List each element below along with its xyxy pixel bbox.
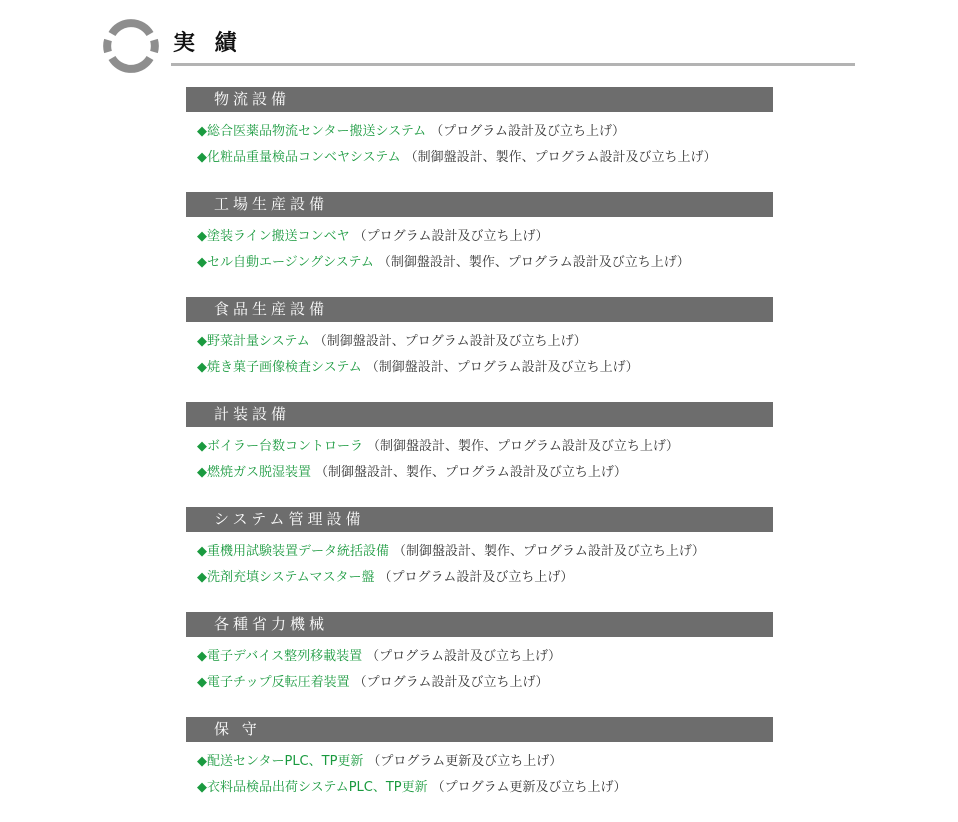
item-note: （プログラム設計及び立ち上げ） [353, 675, 549, 690]
item-name: ◆燃焼ガス脱湿装置 [197, 465, 311, 480]
list-item [197, 145, 774, 171]
section-header: 工場生産設備 [186, 192, 773, 217]
list-item [197, 250, 774, 276]
list-item [197, 749, 774, 775]
section-items [186, 427, 774, 486]
section-logistics [186, 87, 774, 192]
section-items [186, 637, 774, 696]
list-item [197, 539, 774, 565]
section-items [186, 322, 774, 381]
item-note: （プログラム更新及び立ち上げ） [367, 754, 563, 769]
item-note: （プログラム更新及び立ち上げ） [431, 780, 627, 795]
list-item [197, 670, 774, 696]
section-items [186, 112, 774, 171]
item-name: ◆電子デバイス整列移載装置 [197, 649, 363, 664]
item-note: （プログラム設計及び立ち上げ） [366, 649, 561, 664]
section-system-management [186, 507, 774, 612]
section-items [186, 217, 774, 276]
item-name: ◆配送センターPLC、TP更新 [197, 754, 364, 769]
achievements-list [186, 87, 774, 822]
item-note: （制御盤設計、プログラム設計及び立ち上げ） [365, 360, 639, 375]
list-item [197, 355, 774, 381]
item-note: （制御盤設計、製作、プログラム設計及び立ち上げ） [315, 465, 627, 480]
list-item [197, 329, 774, 355]
section-header: システム管理設備 [186, 507, 773, 532]
list-item [197, 119, 774, 145]
section-food-production [186, 297, 774, 402]
section-labor-saving-machines [186, 612, 774, 717]
item-note: （制御盤設計、製作、プログラム設計及び立ち上げ） [404, 150, 717, 165]
list-item [197, 775, 774, 801]
section-factory-production [186, 192, 774, 297]
section-header: 物流設備 [186, 87, 773, 112]
item-note: （プログラム設計及び立ち上げ） [353, 229, 549, 244]
item-name: ◆洗剤充填システムマスター盤 [197, 570, 375, 585]
item-name: ◆セル自動エージングシステム [197, 255, 374, 270]
section-items [186, 532, 774, 591]
item-note: （プログラム設計及び立ち上げ） [378, 570, 574, 585]
section-header: 食品生産設備 [186, 297, 773, 322]
item-name: ◆塗装ライン搬送コンベヤ [197, 229, 350, 244]
item-name: ◆焼き菓子画像検査システム [197, 360, 362, 375]
item-name: ◆ボイラー台数コントローラ [197, 439, 363, 454]
page-title: 実 績 [173, 31, 243, 56]
section-maintenance [186, 717, 774, 822]
item-note: （制御盤設計、製作、プログラム設計及び立ち上げ） [367, 439, 679, 454]
page-title-block [103, 18, 855, 70]
item-name: ◆化粧品重量検品コンベヤシステム [197, 150, 401, 165]
item-name: ◆重機用試験装置データ統括設備 [197, 544, 389, 559]
item-name: ◆野菜計量システム [197, 334, 310, 349]
item-note: （プログラム設計及び立ち上げ） [430, 124, 626, 139]
item-note: （制御盤設計、製作、プログラム設計及び立ち上げ） [393, 544, 705, 559]
item-name: ◆衣料品検品出荷システムPLC、TP更新 [197, 780, 428, 795]
item-name: ◆総合医薬品物流センター搬送システム [197, 124, 427, 139]
list-item [197, 565, 774, 591]
item-name: ◆電子チップ反転圧着装置 [197, 675, 350, 690]
list-item [197, 460, 774, 486]
section-header: 保 守 [186, 717, 773, 742]
list-item [197, 644, 774, 670]
section-header: 各種省力機械 [186, 612, 773, 637]
section-instrumentation [186, 402, 774, 507]
section-items [186, 742, 774, 801]
list-item [197, 224, 774, 250]
item-note: （制御盤設計、製作、プログラム設計及び立ち上げ） [377, 255, 690, 270]
list-item [197, 434, 774, 460]
ring-icon [103, 18, 159, 74]
item-note: （制御盤設計、プログラム設計及び立ち上げ） [313, 334, 587, 349]
title-divider [171, 63, 855, 66]
section-header: 計装設備 [186, 402, 773, 427]
